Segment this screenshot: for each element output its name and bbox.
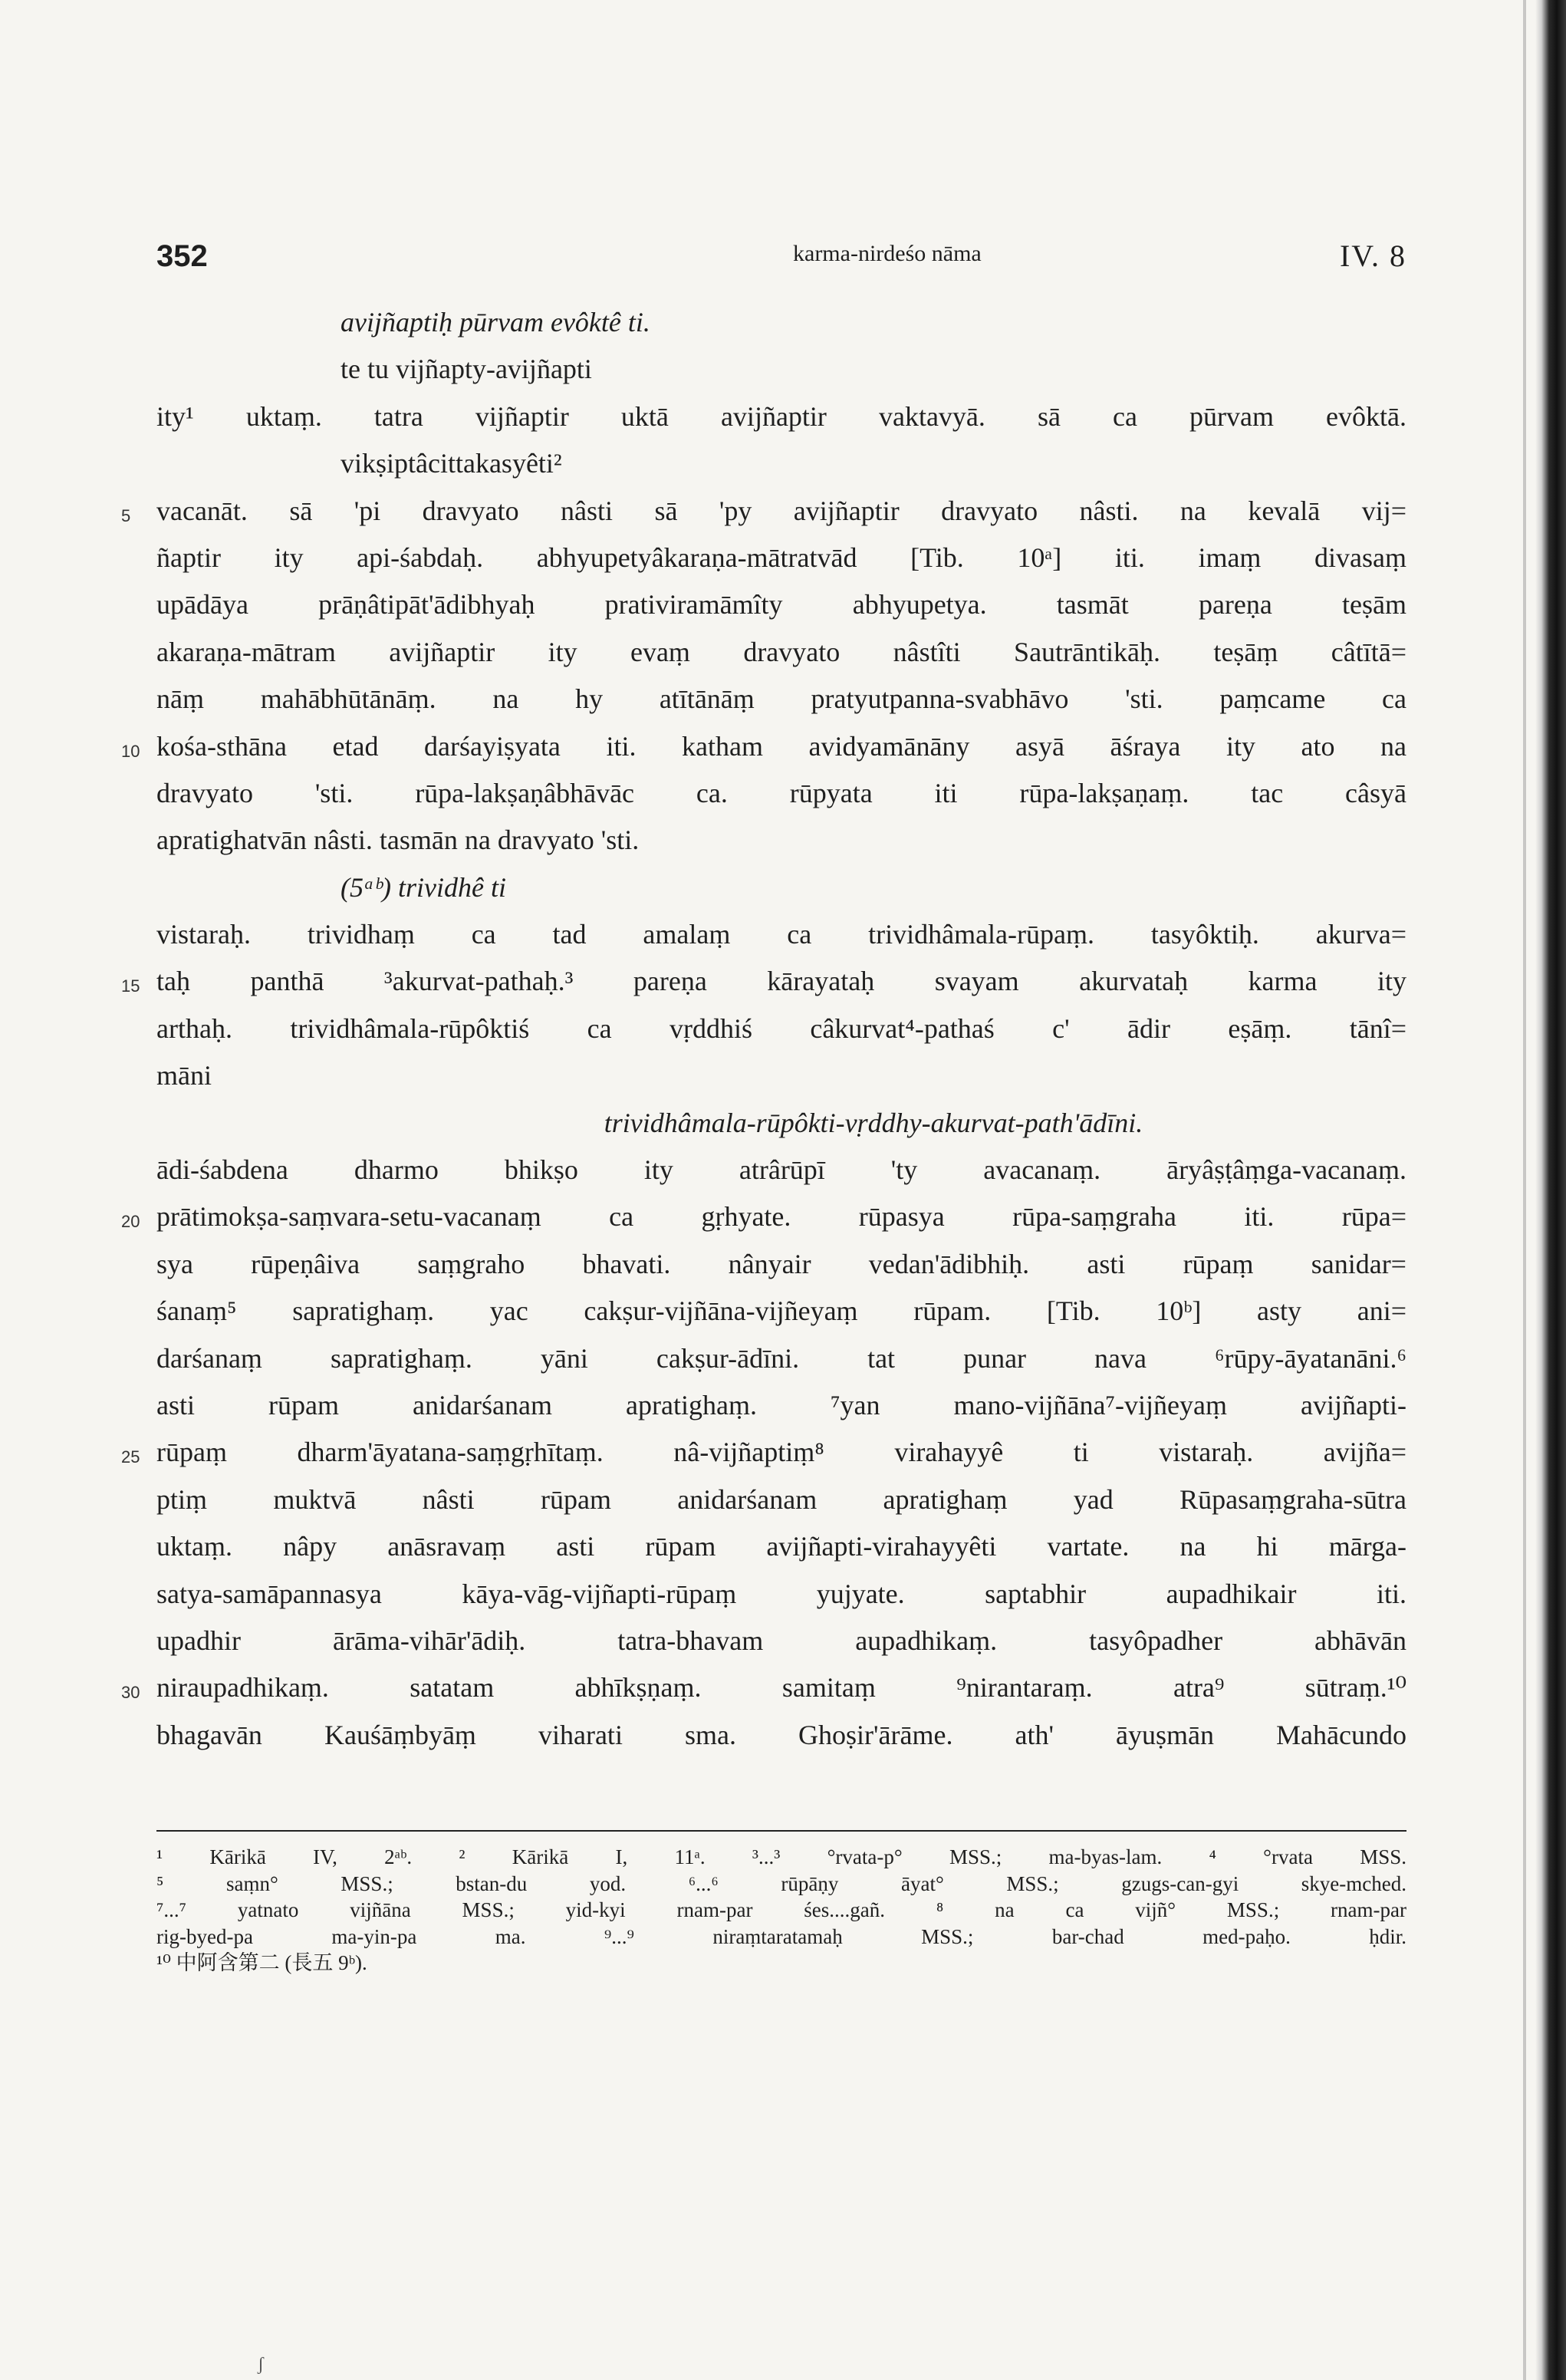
text-line xyxy=(156,581,1406,628)
line-number: 25 xyxy=(121,1447,140,1467)
line-text: trividhâmala-rūpôkti-vṛddhy-akurvat-path'ādīni. xyxy=(604,1107,1143,1138)
text-line xyxy=(156,299,1406,346)
text-line xyxy=(156,1006,1406,1052)
book-spine xyxy=(1535,0,1566,2380)
main-text xyxy=(121,299,1406,1759)
line-text: akaraṇa-mātram avijñaptir ity evaṃ dravyato nâstîti Sautrāntikāḥ. teṣāṃ câtītā= xyxy=(156,636,1406,667)
line-text: niraupadhikaṃ. satatam abhīkṣṇaṃ. samitaṃ ⁹nirantaraṃ. atra⁹ sūtraṃ.¹⁰ xyxy=(156,1672,1406,1704)
text-line xyxy=(121,1193,1406,1240)
text-line xyxy=(156,1147,1406,1193)
text-line xyxy=(156,1618,1406,1664)
text-line xyxy=(156,629,1406,676)
line-text: upadhir ārāma-vihār'ādiḥ. tatra-bhavam aupadhikaṃ. tasyôpadher abhāvān xyxy=(156,1625,1406,1656)
binding-shadow xyxy=(1523,0,1526,2380)
text-line xyxy=(156,817,1406,864)
text-line xyxy=(156,770,1406,817)
footnote-line: ¹ Kārikā IV, 2ᵃᵇ. ² Kārikā I, 11ᵃ. ³...³ °rvata-p° MSS.; ma-byas-lam. ⁴ °rvata MSS. xyxy=(156,1845,1406,1868)
text-line xyxy=(156,1288,1406,1335)
text-line xyxy=(156,1571,1406,1618)
text-line xyxy=(156,864,1406,911)
text-line xyxy=(121,723,1406,770)
line-text: apratighatvān nâsti. tasmān na dravyato 'sti. xyxy=(156,825,640,856)
line-text: kośa-sthāna etad darśayiṣyata iti. katham avidyamānāny asyā āśraya ity ato na xyxy=(156,730,1406,762)
text-line xyxy=(156,440,1406,487)
line-text: nāṃ mahābhūtānāṃ. na hy atītānāṃ pratyutpanna-svabhāvo 'sti. paṃcame ca xyxy=(156,683,1406,715)
text-line xyxy=(156,1523,1406,1570)
line-text: satya-samāpannasya kāya-vāg-vijñapti-rūpaṃ yujyate. saptabhir aupadhikair iti. xyxy=(156,1578,1406,1609)
line-text: rūpaṃ dharm'āyatana-saṃgṛhītaṃ. nâ-vijñaptiṃ⁸ virahayyê ti vistaraḥ. avijña= xyxy=(156,1437,1406,1468)
text-line xyxy=(156,1712,1406,1759)
footnote-line: ⁷...⁷ yatnato vijñāna MSS.; yid-kyi rnam-par śes....gañ. ⁸ na ca vijñ° MSS.; rnam-par xyxy=(156,1898,1406,1921)
text-line xyxy=(156,535,1406,581)
line-number: 15 xyxy=(121,976,140,996)
footnote-line: rig-byed-pa ma-yin-pa ma. ⁹...⁹ niraṃtaratamaḥ MSS.; bar-chad med-paḥo. ḥdir. xyxy=(156,1924,1406,1948)
line-number: 30 xyxy=(121,1683,140,1703)
footnote-divider xyxy=(156,1830,1406,1832)
page-number: 352 xyxy=(156,239,208,273)
text-line xyxy=(156,1100,1406,1147)
line-text: bhagavān Kauśāṃbyāṃ viharati sma. Ghoṣir'ārāme. ath' āyuṣmān Mahācundo xyxy=(156,1719,1406,1750)
line-text: vikṣiptâcittakasyêti² xyxy=(341,448,562,479)
text-line xyxy=(156,1335,1406,1382)
line-number: 20 xyxy=(121,1212,140,1232)
line-text: (5ᵃᵇ) trividhê ti xyxy=(341,871,506,903)
footnotes xyxy=(156,1844,1406,1977)
line-text: vistaraḥ. trividhaṃ ca tad amalaṃ ca trividhâmala-rūpaṃ. tasyôktiḥ. akurva= xyxy=(156,919,1406,950)
text-line xyxy=(156,1052,1406,1099)
footnote-line: ¹⁰ 中阿含第二 (長五 9ᵇ). xyxy=(156,1951,367,1974)
text-line xyxy=(156,676,1406,723)
running-title: karma-nirdeśo nāma xyxy=(793,241,982,266)
line-text: upādāya prāṇâtipāt'ādibhyaḥ prativiramāmîty abhyupetya. tasmāt pareṇa teṣām xyxy=(156,589,1406,621)
line-text: asti rūpam anidarśanam apratighaṃ. ⁷yan mano-vijñāna⁷-vijñeyaṃ avijñapti- xyxy=(156,1389,1406,1420)
line-text: darśanaṃ sapratighaṃ. yāni cakṣur-ādīni. tat punar nava ⁶rūpy-āyatanāni.⁶ xyxy=(156,1342,1406,1374)
line-text: te tu vijñapty-avijñapti xyxy=(341,354,592,385)
line-text: māni xyxy=(156,1060,212,1091)
section-number: IV. 8 xyxy=(1339,239,1406,273)
page-header xyxy=(156,230,1406,276)
line-number: 5 xyxy=(121,505,131,525)
text-line xyxy=(121,1429,1406,1476)
text-line xyxy=(121,1664,1406,1711)
line-text: avijñaptiḥ pūrvam evôktê ti. xyxy=(341,307,650,337)
line-text: ptiṃ muktvā nâsti rūpam anidarśanam apratighaṃ yad Rūpasaṃgraha-sūtra xyxy=(156,1483,1406,1515)
text-line xyxy=(156,1241,1406,1288)
line-text: vacanāt. sā 'pi dravyato nâsti sā 'py avijñaptir dravyato nâsti. na kevalā vij= xyxy=(156,495,1406,526)
line-text: taḥ panthā ³akurvat-pathaḥ.³ pareṇa kārayataḥ svayam akurvataḥ karma ity xyxy=(156,966,1406,997)
text-line xyxy=(156,346,1406,393)
line-text: arthaḥ. trividhâmala-rūpôktiś ca vṛddhiś câkurvat⁴-pathaś c' ādir eṣāṃ. tānî= xyxy=(156,1012,1406,1044)
text-line xyxy=(156,1382,1406,1429)
line-text: ity¹ uktaṃ. tatra vijñaptir uktā avijñaptir vaktavyā. sā ca pūrvam evôktā. xyxy=(156,400,1406,432)
line-text: prātimokṣa-saṃvara-setu-vacanaṃ ca gṛhyate. rūpasya rūpa-saṃgraha iti. rūpa= xyxy=(156,1201,1406,1233)
line-text: uktaṃ. nâpy anāsravaṃ asti rūpam avijñapti-virahayyêti vartate. na hi mārga- xyxy=(156,1531,1406,1562)
line-text: ñaptir ity api-śabdaḥ. abhyupetyâkaraṇa-mātratvād [Tib. 10ᵃ] iti. imaṃ divasaṃ xyxy=(156,542,1406,573)
footnote-line: ⁵ saṃn° MSS.; bstan-du yod. ⁶...⁶ rūpāṇy āyat° MSS.; gzugs-can-gyi skye-mched. xyxy=(156,1871,1406,1895)
text-line xyxy=(121,488,1406,535)
line-text: sya rūpeṇâiva saṃgraho bhavati. nânyair vedan'ādibhiḥ. asti rūpaṃ sanidar= xyxy=(156,1248,1406,1279)
text-line xyxy=(121,958,1406,1005)
line-text: ādi-śabdena dharmo bhikṣo ity atrârūpī 'ty avacanaṃ. āryâṣṭâṃga-vacanaṃ. xyxy=(156,1154,1406,1186)
ink-speck-icon: ʃ xyxy=(258,2355,264,2375)
text-line xyxy=(156,393,1406,440)
line-text: śanaṃ⁵ sapratighaṃ. yac cakṣur-vijñāna-vijñeyaṃ rūpam. [Tib. 10ᵇ] asty ani= xyxy=(156,1295,1406,1327)
text-line xyxy=(156,911,1406,958)
line-number: 10 xyxy=(121,741,140,761)
line-text: dravyato 'sti. rūpa-lakṣaṇâbhāvāc ca. rūpyata iti rūpa-lakṣaṇaṃ. tac câsyā xyxy=(156,777,1406,808)
text-line xyxy=(156,1476,1406,1523)
